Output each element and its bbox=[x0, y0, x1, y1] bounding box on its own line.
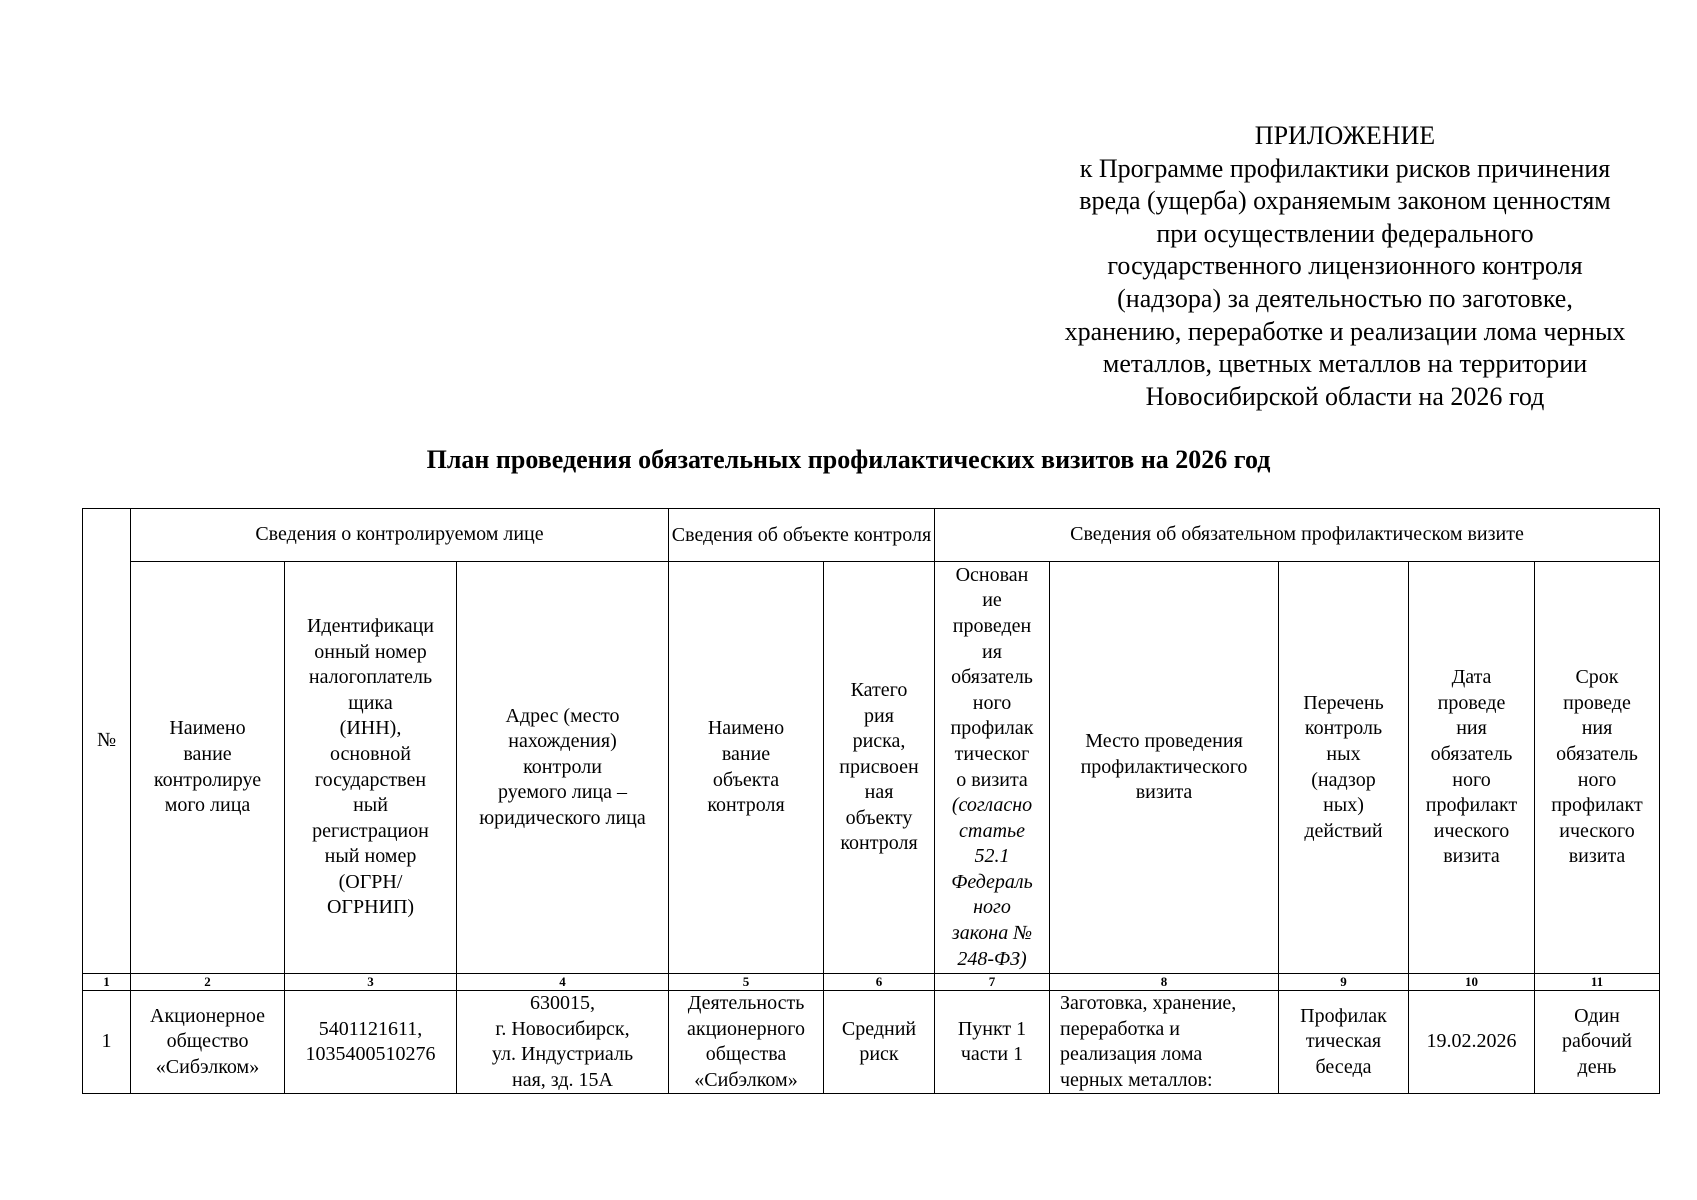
header-inn-ogrn: Идентификаци онный номер налогоплатель щика (ИНН), основной государствен ный регистрацион ный номер (ОГРН/ ОГРНИП) bbox=[285, 562, 457, 974]
column-number: 2 bbox=[131, 974, 285, 991]
visits-plan-table bbox=[82, 508, 1660, 1094]
header-visit-basis: Основан ие проведен ия обязатель ного профилак тическог о визита (согласно статье 52.1 Федераль ного закона № 248-ФЗ) bbox=[935, 562, 1050, 974]
row-visit-date: 19.02.2026 bbox=[1409, 991, 1535, 1094]
appendix-line: хранению, переработке и реализации лома черных bbox=[1064, 316, 1626, 346]
plan-title: План проведения обязательных профилактических визитов на 2026 год bbox=[426, 445, 1271, 474]
row-address: 630015, г. Новосибирск, ул. Индустриаль ная, зд. 15А bbox=[457, 991, 669, 1094]
group-control-object: Сведения об объекте контроля bbox=[669, 509, 935, 562]
appendix-line: (надзора) за деятельностью по заготовке, bbox=[1117, 283, 1573, 313]
column-number: 4 bbox=[457, 974, 669, 991]
header-risk-category: Катего рия риска, присвоен ная объекту контроля bbox=[824, 562, 935, 974]
appendix-line: металлов, цветных металлов на территории bbox=[1102, 349, 1588, 379]
header-visit-date: Дата проведе ния обязатель ного профилакт ического визита bbox=[1409, 562, 1535, 974]
column-number: 8 bbox=[1050, 974, 1279, 991]
header-object-name: Наимено вание объекта контроля bbox=[669, 562, 824, 974]
row-risk-category: Средний риск bbox=[824, 991, 935, 1094]
row-visit-term: Один рабочий день bbox=[1535, 991, 1660, 1094]
table-row bbox=[83, 991, 1660, 1094]
column-number: 7 bbox=[935, 974, 1050, 991]
column-number: 1 bbox=[83, 974, 131, 991]
header-visit-term: Срок проведе ния обязатель ного профилакт ического визита bbox=[1535, 562, 1660, 974]
row-visit-place: Заготовка, хранение, переработка и реализация лома черных металлов: bbox=[1050, 991, 1279, 1094]
header-visit-place: Место проведения профилактического визита bbox=[1050, 562, 1279, 974]
appendix-line: вреда (ущерба) охраняемым законом ценностям bbox=[1079, 186, 1611, 216]
appendix-line: ПРИЛОЖЕНИЕ bbox=[1254, 121, 1436, 150]
row-person-name: Акционерное общество «Сибэлком» bbox=[131, 991, 285, 1094]
appendix-block bbox=[1030, 120, 1660, 413]
column-number: 9 bbox=[1279, 974, 1409, 991]
row-control-actions: Профилак тическая беседа bbox=[1279, 991, 1409, 1094]
column-numbers-row bbox=[83, 974, 1660, 991]
appendix-line: при осуществлении федерального bbox=[1156, 218, 1534, 248]
group-visit-info: Сведения об обязательном профилактическом визите bbox=[935, 509, 1660, 562]
row-inn-ogrn: 5401121611, 1035400510276 bbox=[285, 991, 457, 1094]
appendix-line: Новосибирской области на 2026 год bbox=[1145, 381, 1545, 411]
row-object-name: Деятельность акционерного общества «Сибэлком» bbox=[669, 991, 824, 1094]
column-number: 10 bbox=[1409, 974, 1535, 991]
appendix-line: к Программе профилактики рисков причинения bbox=[1079, 153, 1611, 183]
header-number: № bbox=[83, 509, 131, 974]
row-visit-basis: Пункт 1 части 1 bbox=[935, 991, 1050, 1094]
column-number: 3 bbox=[285, 974, 457, 991]
column-number: 11 bbox=[1535, 974, 1660, 991]
table-group-header-row bbox=[83, 509, 1660, 562]
header-control-actions: Перечень контроль ных (надзор ных) действий bbox=[1279, 562, 1409, 974]
appendix-line: государственного лицензионного контроля bbox=[1107, 251, 1583, 281]
header-address: Адрес (место нахождения) контроли руемого лица – юридического лица bbox=[457, 562, 669, 974]
column-number: 6 bbox=[824, 974, 935, 991]
row-number: 1 bbox=[83, 991, 131, 1094]
header-person-name: Наимено вание контролируе мого лица bbox=[131, 562, 285, 974]
column-number: 5 bbox=[669, 974, 824, 991]
table-header-row bbox=[83, 562, 1660, 974]
group-controlled-person: Сведения о контролируемом лице bbox=[131, 509, 669, 562]
